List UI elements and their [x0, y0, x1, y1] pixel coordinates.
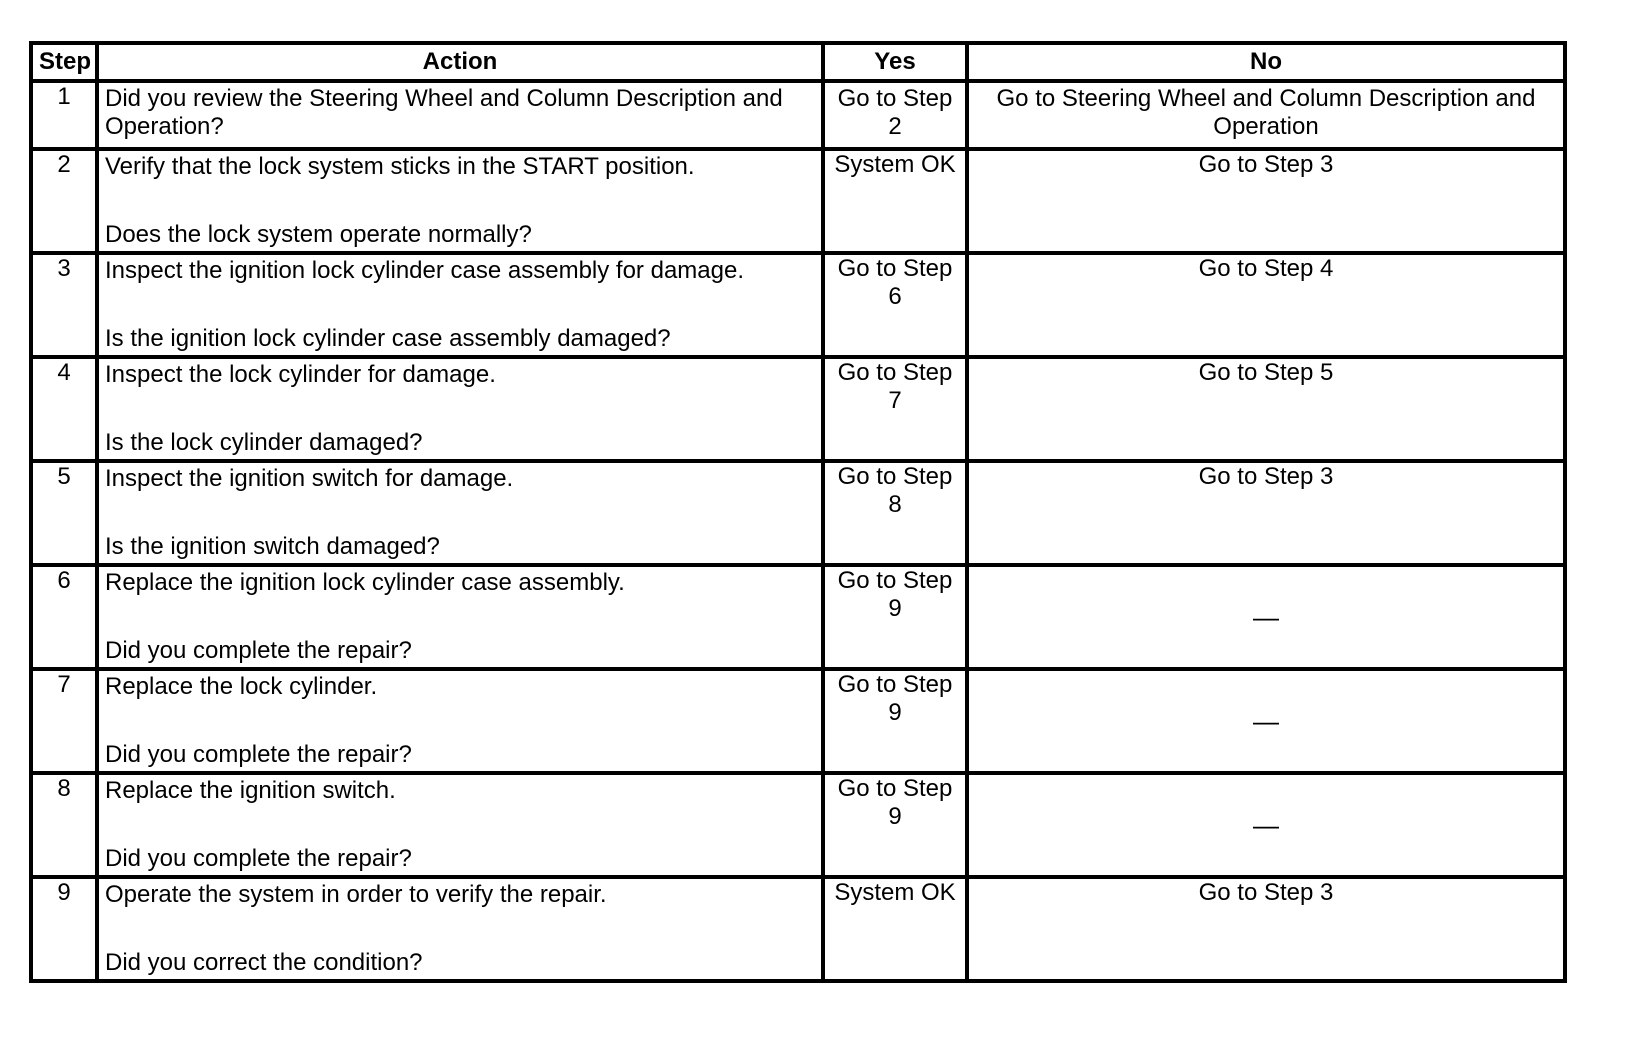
no-result: Go to Step 5	[967, 357, 1565, 461]
yes-result	[823, 81, 967, 149]
action-text: Did you review the Steering Wheel and Column Description and Operation?	[97, 81, 823, 149]
no-result: —	[967, 565, 1565, 669]
step-number: 6	[31, 565, 97, 669]
action-cell	[97, 877, 823, 981]
step-number: 7	[31, 669, 97, 773]
action-cell	[97, 253, 823, 357]
step-number: 2	[31, 149, 97, 253]
action-instruction: Verify that the lock system sticks in the START position.	[105, 153, 695, 180]
table-row	[31, 669, 1565, 773]
action-cell	[97, 773, 823, 877]
action-question: Is the lock cylinder damaged?	[105, 429, 423, 456]
table-row	[31, 149, 1565, 253]
action-instruction: Inspect the ignition lock cylinder case assembly for damage.	[105, 257, 744, 284]
table-row	[31, 565, 1565, 669]
step-number: 9	[31, 877, 97, 981]
yes-result-text: Go to Step 8	[837, 463, 953, 518]
yes-result-text: Go to Step 9	[837, 775, 953, 830]
no-result: Go to Step 4	[967, 253, 1565, 357]
action-instruction: Inspect the ignition switch for damage.	[105, 465, 514, 492]
table-row	[31, 253, 1565, 357]
action-cell	[97, 357, 823, 461]
diagnostic-table-container	[29, 41, 1563, 983]
action-question: Did you complete the repair?	[105, 637, 412, 664]
table-row	[31, 773, 1565, 877]
yes-result-text: Go to Step 9	[837, 671, 953, 726]
action-instruction: Replace the ignition lock cylinder case assembly.	[105, 569, 625, 596]
action-question: Did you correct the condition?	[105, 949, 423, 976]
yes-result-text: Go to Step 7	[837, 359, 953, 414]
yes-result-text: Go to Step 2	[837, 85, 953, 140]
yes-result-text: System OK	[834, 151, 956, 178]
table-row	[31, 357, 1565, 461]
table-row	[31, 461, 1565, 565]
table-row	[31, 81, 1565, 149]
step-number: 1	[31, 81, 97, 149]
action-cell	[97, 461, 823, 565]
yes-result	[823, 877, 967, 981]
yes-result	[823, 357, 967, 461]
action-instruction: Replace the lock cylinder.	[105, 673, 378, 700]
yes-result	[823, 253, 967, 357]
step-number: 3	[31, 253, 97, 357]
no-result: —	[967, 773, 1565, 877]
action-question: Does the lock system operate normally?	[105, 221, 532, 248]
no-result: —	[967, 669, 1565, 773]
yes-result-text: Go to Step 9	[837, 567, 953, 622]
header-yes: Yes	[823, 43, 967, 81]
action-question: Did you complete the repair?	[105, 845, 412, 872]
action-question: Is the ignition switch damaged?	[105, 533, 440, 560]
yes-result	[823, 669, 967, 773]
no-result: Go to Step 3	[967, 149, 1565, 253]
step-number: 5	[31, 461, 97, 565]
action-question: Is the ignition lock cylinder case assembly damaged?	[105, 325, 671, 352]
header-action: Action	[97, 43, 823, 81]
table-header-row	[31, 43, 1565, 81]
action-instruction: Inspect the lock cylinder for damage.	[105, 361, 496, 388]
no-result: Go to Steering Wheel and Column Description and Operation	[967, 81, 1565, 149]
step-number: 8	[31, 773, 97, 877]
no-result: Go to Step 3	[967, 461, 1565, 565]
action-cell	[97, 149, 823, 253]
yes-result-text: System OK	[834, 879, 956, 906]
action-cell	[97, 565, 823, 669]
action-instruction: Replace the ignition switch.	[105, 777, 396, 804]
action-cell	[97, 669, 823, 773]
step-number: 4	[31, 357, 97, 461]
action-instruction: Operate the system in order to verify the repair.	[105, 881, 607, 908]
yes-result	[823, 565, 967, 669]
yes-result	[823, 149, 967, 253]
yes-result-text: Go to Step 6	[837, 255, 953, 310]
yes-result	[823, 773, 967, 877]
table-row	[31, 877, 1565, 981]
header-no: No	[967, 43, 1565, 81]
yes-result	[823, 461, 967, 565]
action-question: Did you complete the repair?	[105, 741, 412, 768]
header-step: Step	[31, 43, 97, 81]
no-result: Go to Step 3	[967, 877, 1565, 981]
diagnostic-table	[29, 41, 1567, 983]
